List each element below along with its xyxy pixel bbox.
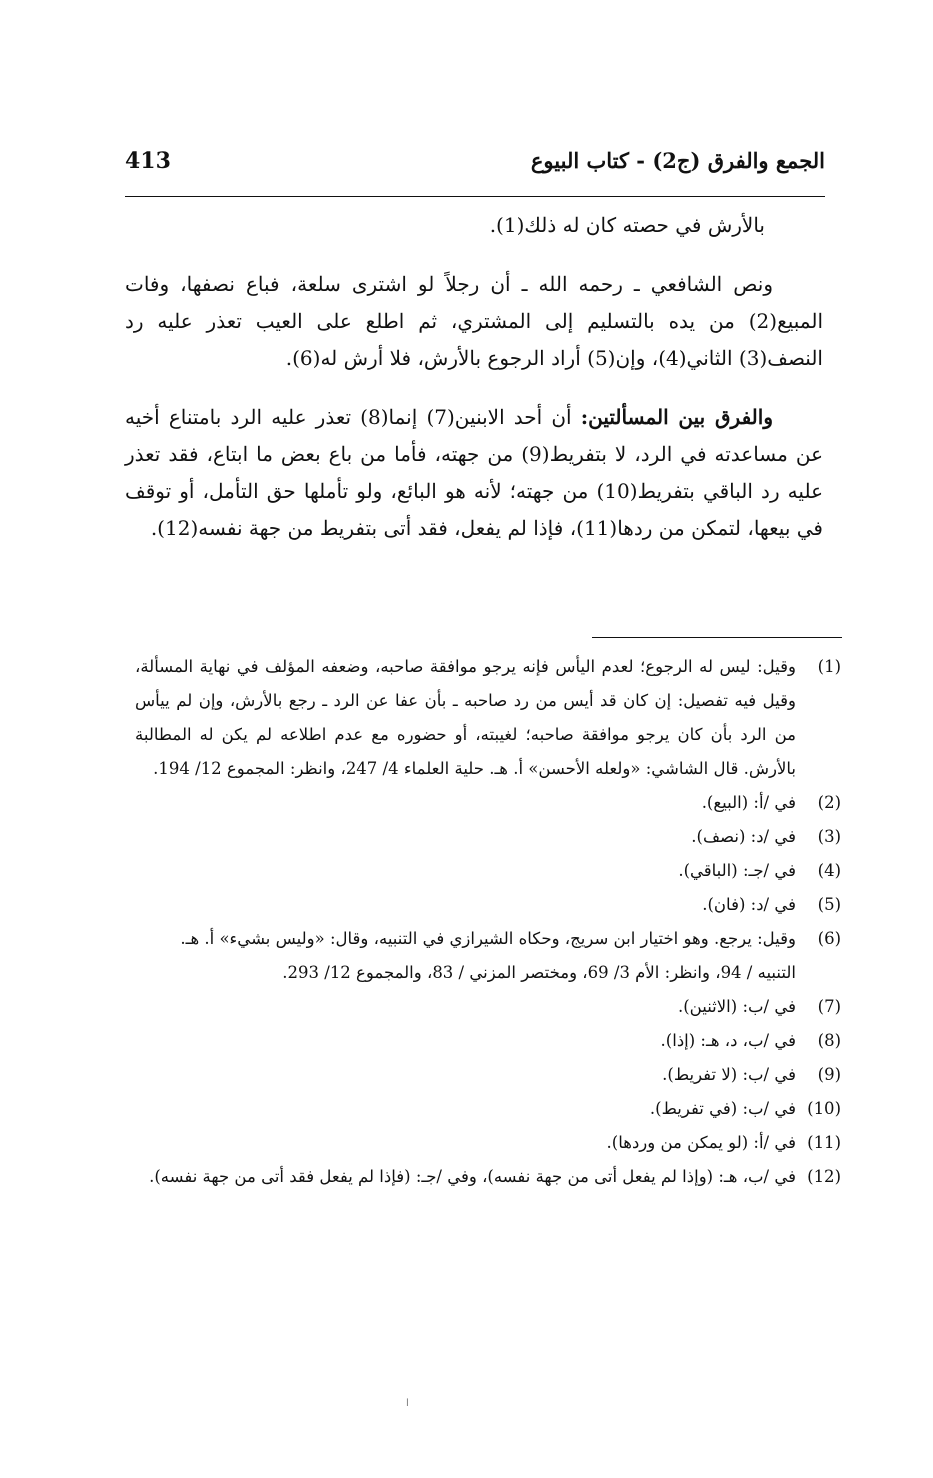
footnote-number: (11) bbox=[807, 1133, 841, 1152]
footnote-6-reference: التنبيه / 94، وانظر: الأم 3/ 69، ومختصر المزني / 83، والمجموع 12/ 293. bbox=[282, 963, 796, 982]
footnote-number: (6) bbox=[817, 929, 841, 948]
running-header bbox=[125, 148, 825, 188]
footnote-5 bbox=[135, 888, 841, 922]
footnote-7 bbox=[135, 990, 841, 1024]
paragraph-shafii-text: ونص الشافعي ـ رحمه الله ـ أن رجلاً لو اشترى سلعة، فباع نصفها، وفات المبيع(2) من يده بالتسليم إلى المشتري، ثم اطلع على العيب تعذر عليه رد النصف(3) الثاني(4)، وإن(5) أراد الرجوع بالأرش، فلا أرش له(6). bbox=[125, 272, 823, 370]
footnote-11 bbox=[135, 1126, 841, 1160]
footnote-text: في /أ: (لو يمكن من وردها). bbox=[606, 1133, 796, 1152]
footnote-text: في /ب: (الاثنين). bbox=[677, 997, 796, 1016]
footnote-6 bbox=[135, 922, 841, 956]
footnote-number: (12) bbox=[807, 1167, 841, 1186]
footnote-separator bbox=[592, 637, 842, 638]
footnote-text: في /د: (فان). bbox=[702, 895, 796, 914]
footnote-number: (10) bbox=[807, 1099, 841, 1118]
footnote-number: (3) bbox=[817, 827, 841, 846]
footnote-text: وقيل: يرجع. وهو اختيار ابن سريج، وحكاه الشيرازي في التنبيه، وقال: «وليس بشيء» أ. هـ. bbox=[180, 929, 796, 948]
footnote-2 bbox=[135, 786, 841, 820]
page-number: 413 bbox=[125, 148, 171, 174]
paragraph-lead: والفرق بين المسألتين: bbox=[580, 405, 773, 429]
footnote-8 bbox=[135, 1024, 841, 1058]
header-divider bbox=[125, 196, 825, 197]
footnotes bbox=[135, 650, 841, 1194]
main-text bbox=[125, 207, 823, 569]
footnote-text: في /ب: (في تفريط). bbox=[649, 1099, 796, 1118]
paragraph-continuation: بالأرش في حصته كان له ذلك(1). bbox=[489, 213, 765, 237]
footnote-number: (7) bbox=[817, 997, 841, 1016]
footnote-1 bbox=[135, 650, 841, 786]
footnote-text: في /د: (نصف). bbox=[691, 827, 796, 846]
footnote-text: في /أ: (البيع). bbox=[701, 793, 796, 812]
footnote-number: (9) bbox=[817, 1065, 841, 1084]
scan-mark: ا bbox=[406, 1398, 409, 1409]
footnote-number: (8) bbox=[817, 1031, 841, 1050]
footnote-number: (1) bbox=[817, 657, 841, 676]
footnote-9 bbox=[135, 1058, 841, 1092]
footnote-text: في /ب، هـ: (وإذا لم يفعل أتى من جهة نفسه)، وفي /جـ: (فإذا لم يفعل فقد أتى من جهة نفسه). bbox=[149, 1167, 796, 1186]
footnote-number: (4) bbox=[817, 861, 841, 880]
footnote-number: (2) bbox=[817, 793, 841, 812]
header-title: الجمع والفرق (ج2) - كتاب البيوع bbox=[530, 148, 825, 173]
footnote-10 bbox=[135, 1092, 841, 1126]
footnote-text: في /ب، د، هـ: (إذا). bbox=[660, 1031, 796, 1050]
footnote-text: في /ب: (لا تفريط). bbox=[662, 1065, 796, 1084]
footnote-text: وقيل: ليس له الرجوع؛ لعدم اليأس فإنه يرجو موافقة صاحبه، وضعفه المؤلف في نهاية المسألة، وقيل فيه تفصيل: إن كان قد أيس من رد صاحبه ـ بأن عفا عن الرد ـ رجع بالأرش، وإن لم ييأس من الرد بأن كان يرجو موافقة صاحبه؛ لغيبته، أو حضوره مع عدم اطلاعه لم يكن له المطالبة بالأرش. قال الشاشي: «ولعله الأحسن» أ. هـ. حلية العلماء 4/ 247، وانظر: المجموع 12/ 194. bbox=[135, 657, 796, 778]
footnote-text: في /جـ: (الباقي). bbox=[678, 861, 796, 880]
paragraph-difference bbox=[125, 399, 823, 547]
footnote-12 bbox=[135, 1160, 841, 1194]
footnote-3 bbox=[135, 820, 841, 854]
footnote-number: (5) bbox=[817, 895, 841, 914]
paragraph-difference-text: أن أحد الابنين(7) إنما(8) تعذر عليه الرد بامتناع أخيه عن مساعدته في الرد، لا بتفريط(9) من جهته، فأما من باع بعض ما ابتاع، فقد تعذر عليه رد الباقي بتفريط(10) من جهته؛ لأنه هو البائع، ولو تأملها حق التأمل، أو توقف في بيعها، لتمكن من ردها(11)، فإذا لم يفعل، فقد أتى بتفريط من جهة نفسه(12). bbox=[125, 405, 824, 540]
footnote-4 bbox=[135, 854, 841, 888]
